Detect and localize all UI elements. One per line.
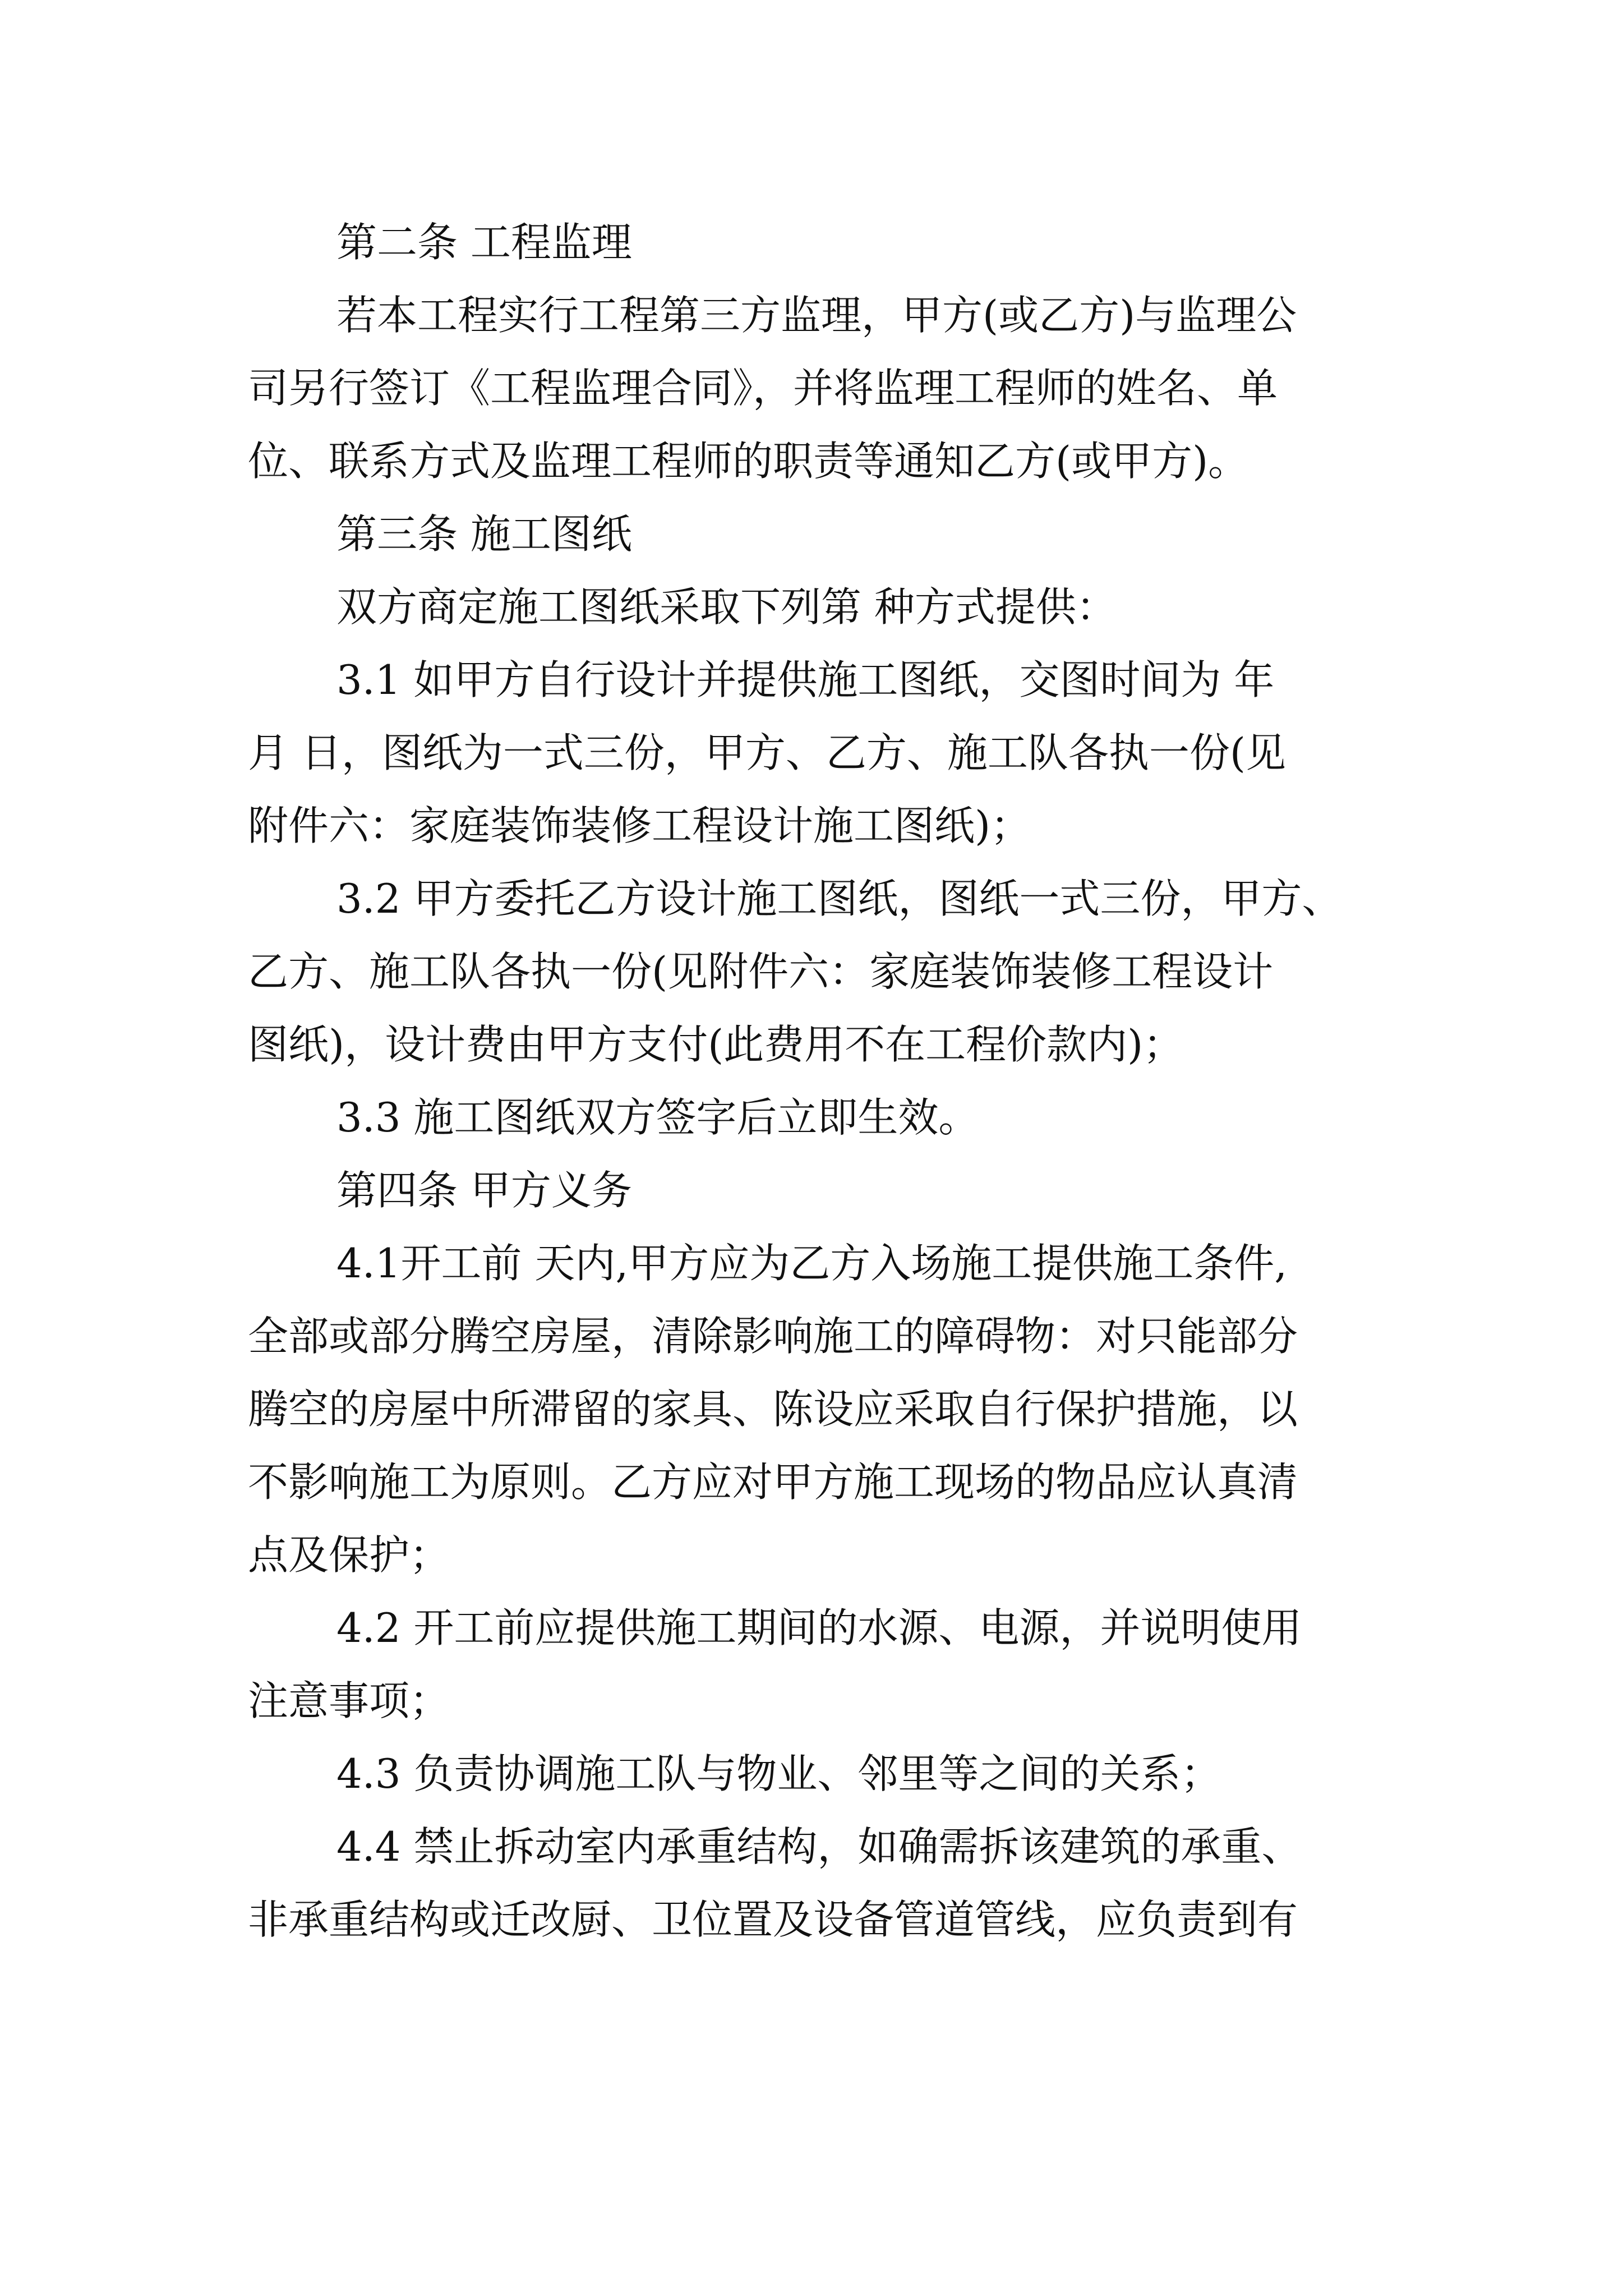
paragraph-line: 乙方、施工队各执一份(见附件六：家庭装饰装修工程设计	[248, 948, 1274, 995]
paragraph-line: 不影响施工为原则。乙方应对甲方施工现场的物品应认真清	[248, 1458, 1298, 1506]
article-2-heading: 第二条 工程监理	[336, 219, 632, 266]
paragraph-line: 图纸)，设计费由甲方支付(此费用不在工程价款内)；	[248, 1021, 1184, 1068]
article-3-heading: 第三条 施工图纸	[336, 510, 632, 558]
clause-4-3: 4.3 负责协调施工队与物业、邻里等之间的关系；	[336, 1750, 1221, 1797]
paragraph-line: 点及保护；	[248, 1531, 450, 1579]
paragraph-line: 月 日，图纸为一式三份，甲方、乙方、施工队各执一份(见	[248, 729, 1286, 776]
paragraph-line: 双方商定施工图纸采取下列第 种方式提供：	[336, 583, 1117, 631]
paragraph-line: 全部或部分腾空房屋，清除影响施工的障碍物：对只能部分	[248, 1313, 1298, 1360]
paragraph-line: 附件六：家庭装饰装修工程设计施工图纸)；	[248, 802, 1031, 849]
paragraph-line: 位、联系方式及监理工程师的职责等通知乙方(或甲方)。	[248, 438, 1249, 485]
clause-3-1: 3.1 如甲方自行设计并提供施工图纸，交图时间为 年	[336, 656, 1275, 703]
clause-4-4: 4.4 禁止拆动室内承重结构，如确需拆该建筑的承重、	[336, 1823, 1302, 1870]
paragraph-line: 非承重结构或迁改厨、卫位置及设备管道管线，应负责到有	[248, 1896, 1298, 1943]
paragraph-line: 腾空的房屋中所滞留的家具、陈设应采取自行保护措施，以	[248, 1386, 1298, 1433]
paragraph-line: 若本工程实行工程第三方监理，甲方(或乙方)与监理公	[336, 292, 1297, 339]
clause-4-2: 4.2 开工前应提供施工期间的水源、电源，并说明使用	[336, 1604, 1302, 1651]
clause-4-1: 4.1开工前 天内,甲方应为乙方入场施工提供施工条件,	[336, 1240, 1288, 1287]
paragraph-line: 司另行签订《工程监理合同》，并将监理工程师的姓名、单	[248, 365, 1278, 412]
paragraph-line: 注意事项；	[248, 1677, 450, 1724]
clause-3-3: 3.3 施工图纸双方签字后立即生效。	[336, 1094, 979, 1141]
clause-3-2: 3.2 甲方委托乙方设计施工图纸，图纸一式三份，甲方、	[336, 875, 1343, 922]
article-4-heading: 第四条 甲方义务	[336, 1167, 632, 1214]
